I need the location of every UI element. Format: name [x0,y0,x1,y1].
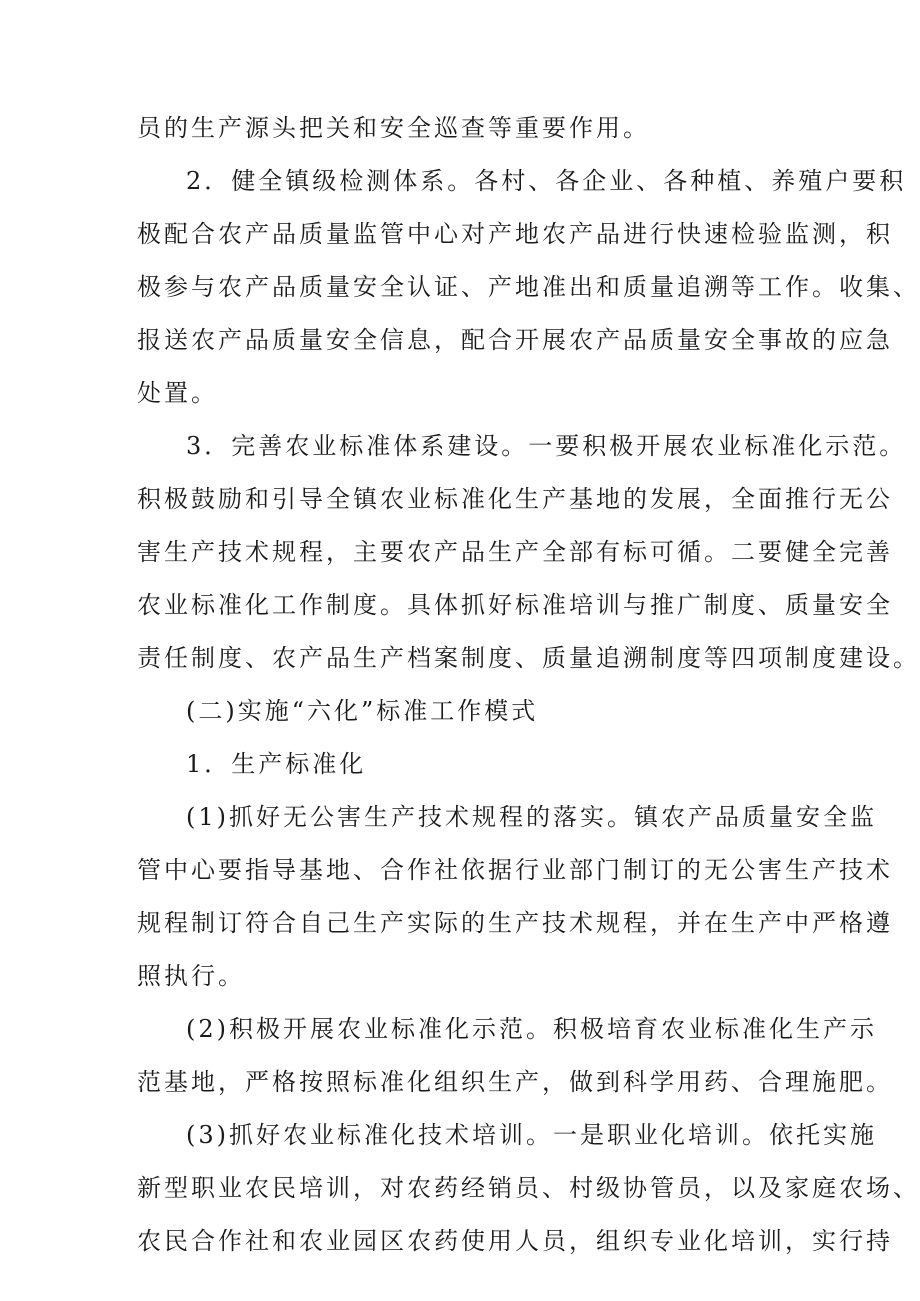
text-line: 处置。 [137,379,218,407]
text-line: 农业标准化工作制度。具体抓好标准培训与推广制度、质量安全 [137,591,893,619]
text-line: (2)积极开展农业标准化示范。积极培育农业标准化生产示 [186,1015,877,1043]
section-heading: (二)实施“六化”标准工作模式 [186,697,539,725]
text-line: 照执行。 [137,962,245,990]
text-line: 规程制订符合自己生产实际的生产技术规程，并在生产中严格遵 [137,909,893,937]
text-line: 新型职业农民培训，对农药经销员、村级协管员，以及家庭农场、 [137,1174,920,1202]
text-line: 极配合农产品质量监管中心对产地农产品进行快速检验监测，积 [137,220,893,248]
text-line: 员的生产源头把关和安全巡查等重要作用。 [137,114,650,142]
text-line: 农民合作社和农业园区农药使用人员，组织专业化培训，实行持 [137,1227,893,1255]
text-line: 报送农产品质量安全信息，配合开展农产品质量安全事故的应急 [137,326,893,354]
text-line: 管中心要指导基地、合作社依据行业部门制订的无公害生产技术 [137,856,893,884]
text-line: 3．完善农业标准体系建设。一要积极开展农业标准化示范。 [186,432,907,460]
text-line: 范基地，严格按照标准化组织生产，做到科学用药、合理施肥。 [137,1068,893,1096]
text-line: 责任制度、农产品生产档案制度、质量追溯制度等四项制度建设。 [137,644,920,672]
text-line: 2．健全镇级检测体系。各村、各企业、各种植、养殖户要积 [186,167,907,195]
text-line: (3)抓好农业标准化技术培训。一是职业化培训。依托实施 [186,1121,877,1149]
text-line: 害生产技术规程，主要农产品生产全部有标可循。二要健全完善 [137,538,893,566]
subsection-heading: 1．生产标准化 [186,750,367,778]
text-line: (1)抓好无公害生产技术规程的落实。镇农产品质量安全监 [186,803,877,831]
text-line: 积极鼓励和引导全镇农业标准化生产基地的发展，全面推行无公 [137,485,893,513]
text-line: 极参与农产品质量安全认证、产地准出和质量追溯等工作。收集、 [137,273,920,301]
